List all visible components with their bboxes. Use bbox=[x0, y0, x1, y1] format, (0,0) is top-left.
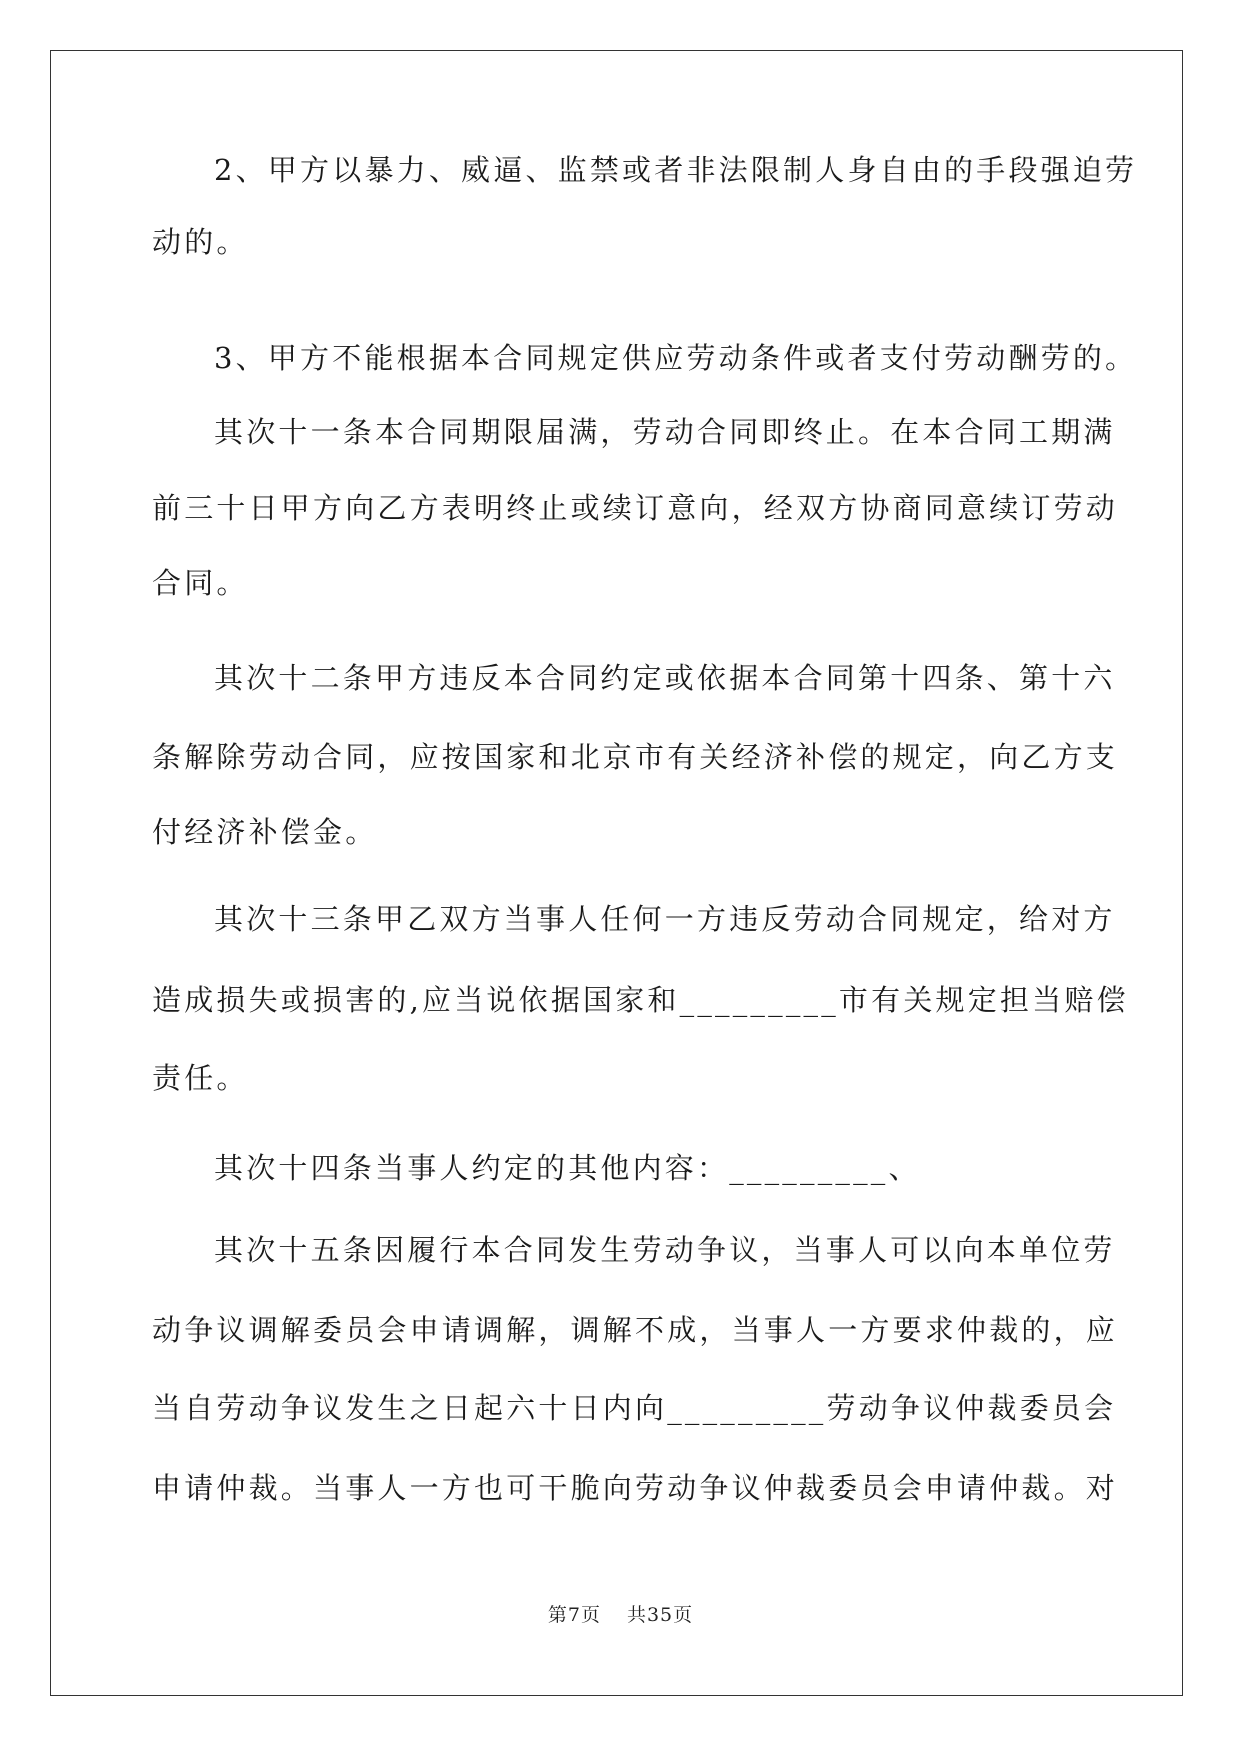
text-line: 当自劳动争议发生之日起六十日内向_________劳动争议仲裁委员会 bbox=[152, 1391, 1117, 1425]
text-line: 造成损失或损害的,应当说依据国家和_________市有关规定担当赔偿 bbox=[152, 983, 1129, 1017]
text-line: 2、甲方以暴力、威逼、监禁或者非法限制人身自由的手段强迫劳 bbox=[214, 153, 1138, 187]
text-line: 动争议调解委员会申请调解，调解不成，当事人一方要求仲裁的，应 bbox=[152, 1313, 1119, 1347]
page-number: 第7页 bbox=[547, 1604, 601, 1626]
text-line: 合同。 bbox=[152, 566, 249, 600]
page-footer bbox=[0, 1603, 1241, 1627]
text-line: 3、甲方不能根据本合同规定供应劳动条件或者支付劳动酬劳的。 bbox=[214, 341, 1138, 375]
text-line: 付经济补偿金。 bbox=[152, 815, 378, 849]
text-line: 申请仲裁。当事人一方也可干脆向劳动争议仲裁委员会申请仲裁。对 bbox=[152, 1471, 1119, 1505]
text-line: 其次十五条因履行本合同发生劳动争议，当事人可以向本单位劳 bbox=[214, 1233, 1116, 1267]
text-line: 动的。 bbox=[152, 225, 249, 259]
text-line: 条解除劳动合同，应按国家和北京市有关经济补偿的规定，向乙方支 bbox=[152, 740, 1119, 774]
text-line: 其次十四条当事人约定的其他内容：_________、 bbox=[214, 1151, 921, 1185]
text-line: 前三十日甲方向乙方表明终止或续订意向，经双方协商同意续订劳动 bbox=[152, 491, 1119, 525]
text-line: 其次十三条甲乙双方当事人任何一方违反劳动合同规定，给对方 bbox=[214, 902, 1116, 936]
page-border bbox=[50, 50, 1183, 1696]
text-line: 其次十二条甲方违反本合同约定或依据本合同第十四条、第十六 bbox=[214, 661, 1116, 695]
text-line: 责任。 bbox=[152, 1061, 249, 1095]
text-line: 其次十一条本合同期限届满，劳动合同即终止。在本合同工期满 bbox=[214, 415, 1116, 449]
page-total: 共35页 bbox=[626, 1604, 694, 1626]
